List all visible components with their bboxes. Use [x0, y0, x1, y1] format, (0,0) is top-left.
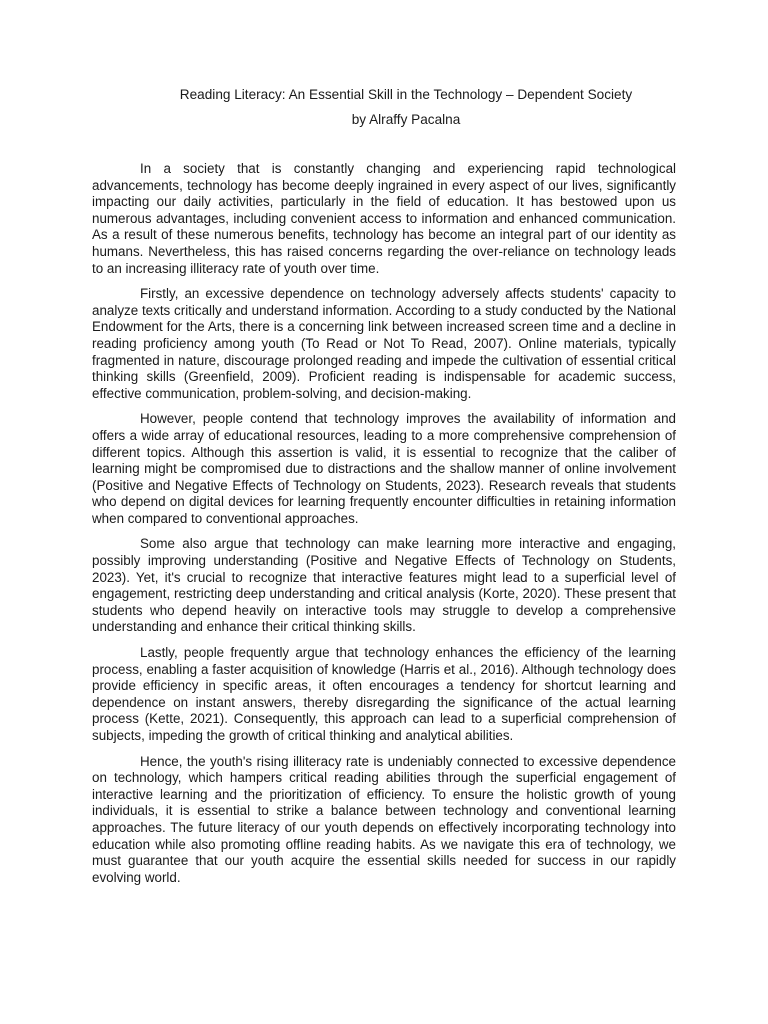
- document-title: Reading Literacy: An Essential Skill in the Technology – Dependent Society: [179, 87, 633, 102]
- paragraph-some-also-argue: Some also argue that technology can make learning more interactive and engaging, possibly improving understanding (Positive and Negative Effects of Technology on Students, 2023). Yet, it's crucial to recognize that interactive features might lead to a superficial level of engagement, restricting deep understanding and critical analysis (Korte, 2020). These present that students who depend heavily on interactive tools may struggle to develop a comprehensive understanding and enhance their critical thinking skills.: [92, 536, 676, 635]
- paragraph-firstly: Firstly, an excessive dependence on technology adversely affects students' capacity to analyze texts critically and understand information. According to a study conducted by the National Endowment for the Arts, there is a concerning link between increased screen time and a decline in reading proficiency among youth (To Read or Not To Read, 2007). Online materials, typically fragmented in nature, discourage prolonged reading and impede the cultivation of essential critical thinking skills (Greenfield, 2009). Proficient reading is indispensable for academic success, effective communication, problem-solving, and decision-making.: [92, 286, 676, 401]
- paragraph-lastly: Lastly, people frequently argue that technology enhances the efficiency of the learning process, enabling a faster acquisition of knowledge (Harris et al., 2016). Although technology does provide efficiency in specific areas, it often encourages a tendency for shortcut learning and dependence on instant answers, thereby disregarding the significance of the actual learning process (Kette, 2021). Consequently, this approach can lead to a superficial comprehension of subjects, impeding the growth of critical thinking and analytical abilities.: [92, 645, 676, 743]
- document-body: [92, 161, 676, 886]
- paragraph-introduction: In a society that is constantly changing and experiencing rapid technological advancements, technology has become deeply ingrained in every aspect of our lives, significantly impacting our daily activities, particularly in the field of education. It has bestowed upon us numerous advantages, including convenient access to information and enhanced communication. As a result of these numerous benefits, technology has become an integral part of our identity as humans. Nevertheless, this has raised concerns regarding the over-reliance on technology leads to an increasing illiteracy rate of youth over time.: [92, 161, 676, 276]
- document-author: by Alraffy Pacalna: [351, 112, 461, 127]
- paragraph-conclusion: Hence, the youth's rising illiteracy rate is undeniably connected to excessive dependence on technology, which hampers critical reading abilities through the superficial engagement of interactive learning and the prioritization of efficiency. To ensure the holistic growth of young individuals, it is essential to strike a balance between technology and conventional learning approaches. The future literacy of our youth depends on effectively incorporating technology into education while also promoting offline reading habits. As we navigate this era of technology, we must guarantee that our youth acquire the essential skills needed for success in our rapidly evolving world.: [92, 753, 676, 885]
- paragraph-however: However, people contend that technology improves the availability of information and offers a wide array of educational resources, leading to a more comprehensive comprehension of different topics. Although this assertion is valid, it is essential to recognize that the caliber of learning might be compromised due to distractions and the shallow manner of online involvement (Positive and Negative Effects of Technology on Students, 2023). Research reveals that students who depend on digital devices for learning frequently encounter difficulties in retaining information when compared to conventional approaches.: [92, 411, 676, 526]
